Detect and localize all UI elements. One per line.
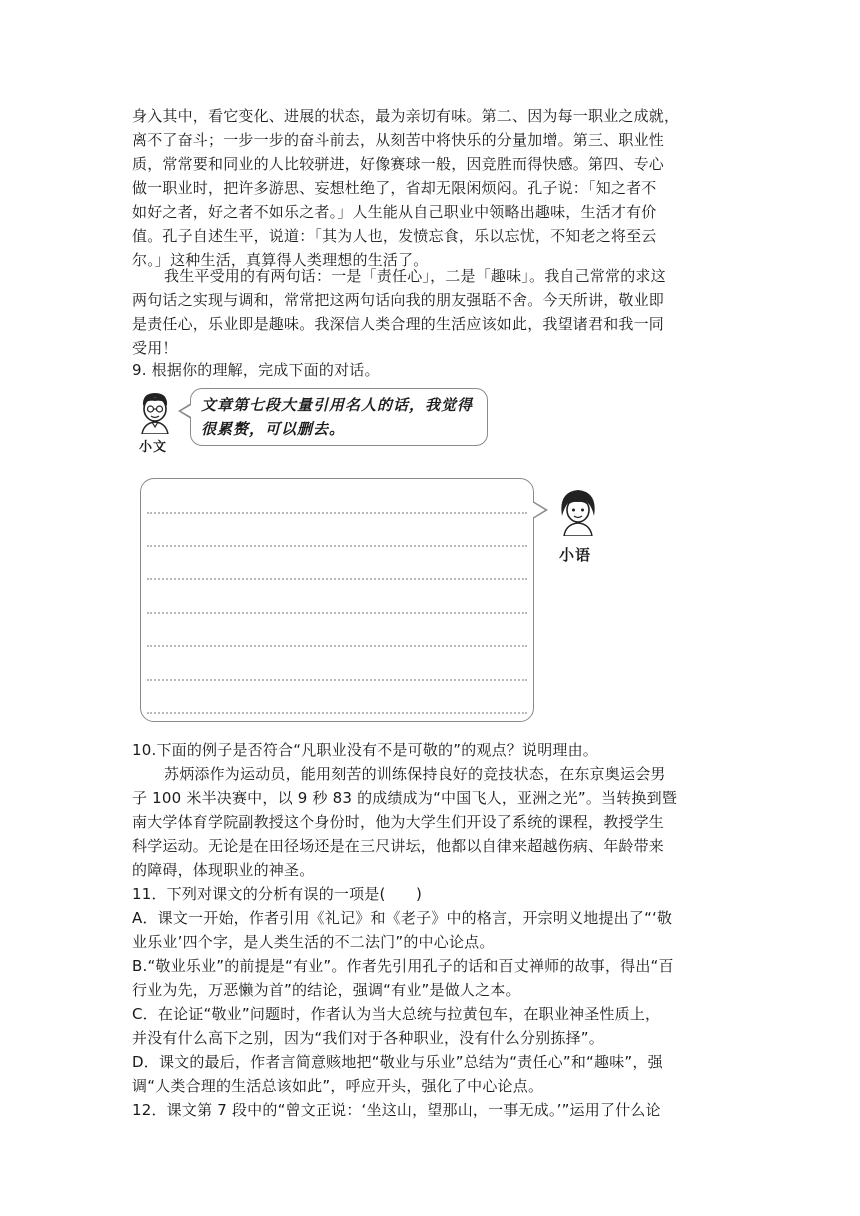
q10-line: 科学运动。无论是在田径场还是在三尺讲坛，他都以自律来超越伤病、年龄带来 [132, 837, 665, 855]
bubble-tail [181, 404, 193, 418]
q11-option-line: C．在论证“敬业”问题时，作者认为当大总统与拉黄包车，在职业神圣性质上， [132, 1005, 661, 1023]
girl-avatar-icon [556, 486, 600, 536]
answer-line[interactable] [147, 612, 527, 614]
q10-line: 子 100 米半决赛中，以 9 秒 83 的成绩成为“中国飞人，亚洲之光”。当转换到暨 [132, 789, 678, 807]
question-9-title: 9. 根据你的理解，完成下面的对话。 [132, 361, 380, 379]
passage-line: 做一职业时，把许多游思、妄想杜绝了，省却无限闲烦闷。孔子说：「知之者不 [132, 179, 657, 197]
answer-line[interactable] [147, 545, 527, 547]
speech-text: 文章第七段大量引用名人的话，我觉得很累赘，可以删去。 [201, 396, 474, 438]
question-10-title: 10.下面的例子是否符合“凡职业没有不是可敬的”的观点？说明理由。 [132, 741, 598, 759]
speaker-label: 小文 [139, 440, 168, 455]
passage-line: 我生平受用的有两句话：一是「责任心」，二是「趣味」。我自己常常的求这 [164, 267, 666, 285]
q11-option-line: A．课文一开始，作者引用《礼记》和《老子》中的格言，开宗明义地提出了“‘敬 [132, 909, 673, 927]
q11-option-line: 调“人类合理的生活总该如此”，呼应开头，强化了中心论点。 [132, 1077, 544, 1095]
answer-bubble [140, 478, 534, 722]
q11-option-line: B.“敬业乐业”的前提是“有业”。作者先引用孔子的话和百丈禅师的故事，得出“百 [132, 957, 674, 975]
passage-line: 两句话之实现与调和，常常把这两句话向我的朋友强聒不舍。今天所讲，敬业即 [132, 291, 665, 309]
answer-line[interactable] [147, 712, 527, 714]
answer-line[interactable] [147, 578, 527, 580]
passage-line: 是责任心，乐业即是趣味。我深信人类合理的生活应该如此，我望诸君和我一同 [132, 315, 665, 333]
question-12-title: 12．课文第 7 段中的“曾文正说：‘坐这山，望那山，一事无成。’”运用了什么论 [132, 1101, 661, 1119]
passage-line: 质，常常要和同业的人比较骈进，好像赛球一般，因竞胜而得快感。第四、专心 [132, 155, 665, 173]
q10-line: 南大学体育学院副教授这个身份时，他为大学生们开设了系统的课程，教授学生 [132, 813, 665, 831]
answer-line[interactable] [147, 645, 527, 647]
bubble-tail [532, 502, 545, 518]
passage-line: 尔。」这种生活，真算得人类理想的生活了。 [132, 251, 429, 269]
passage-line: 受用！ [132, 339, 178, 357]
boy-avatar-icon [138, 390, 172, 434]
q11-option-line: D．课文的最后，作者言简意赅地把“敬业与乐业”总结为“责任心”和“趣味”，强 [132, 1053, 663, 1071]
passage-line: 离不了奋斗；一步一步的奋斗前去，从刻苦中将快乐的分量加增。第三、职业性 [132, 131, 665, 149]
q11-option-line: 并没有什么高下之别，因为“我们对于各种职业，没有什么分别拣择”。 [132, 1029, 604, 1047]
q11-option-line: 行业为先，万恶懒为首”的结论，强调“有业”是做人之本。 [132, 981, 521, 999]
question-11-title: 11．下列对课文的分析有误的一项是( ) [132, 885, 422, 903]
passage-line: 值。孔子自述生平，说道：「其为人也，发愤忘食，乐以忘忧，不知老之将至云 [132, 227, 657, 245]
answer-line[interactable] [147, 679, 527, 681]
q10-line: 苏炳添作为运动员，能用刻苦的训练保持良好的竞技状态，在东京奥运会男 [164, 765, 666, 783]
q11-option-line: 业乐业’四个字，是人类生活的不二法门”的中心论点。 [132, 933, 495, 951]
passage-line: 身入其中，看它变化、进展的状态，最为亲切有味。第二、因为每一职业之成就， [132, 107, 680, 125]
speaker-label: 小语 [559, 546, 592, 564]
q10-line: 的障碍，体现职业的神圣。 [132, 861, 315, 879]
speech-bubble-xiaowen [190, 388, 488, 446]
passage-line: 如好之者，好之者不如乐之者。」人生能从自己职业中领略出趣味，生活才有价 [132, 203, 657, 221]
answer-line[interactable] [147, 512, 527, 514]
